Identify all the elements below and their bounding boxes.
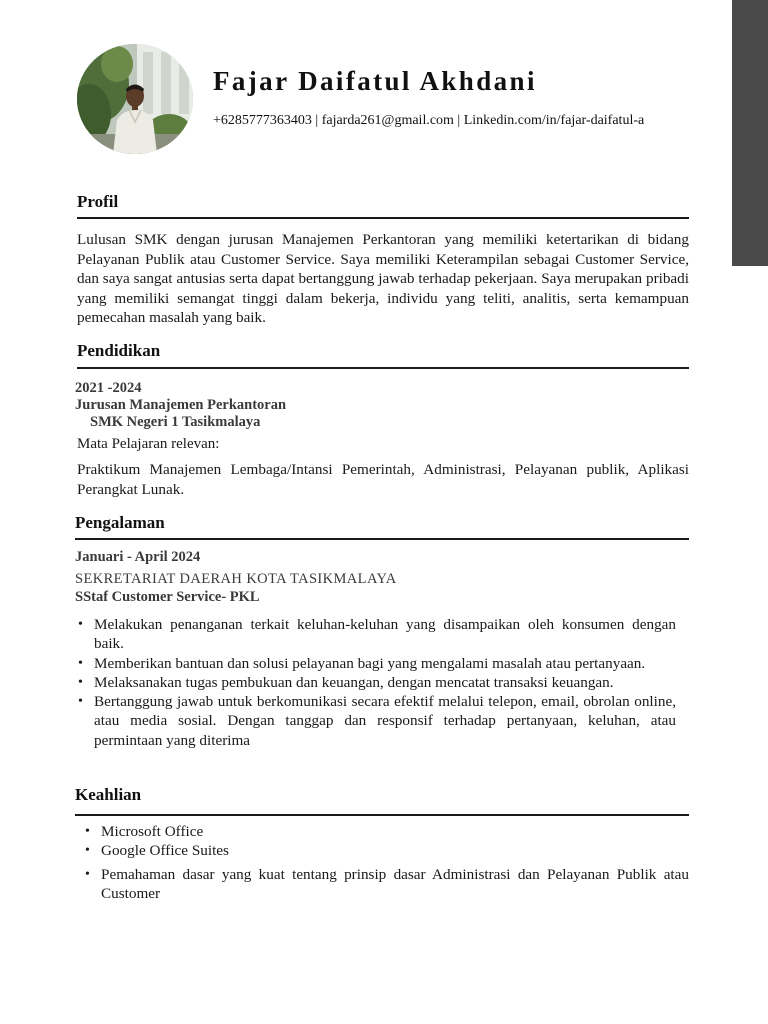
education-subjects-label: Mata Pelajaran relevan: (77, 436, 220, 452)
list-item: • Melakukan penanganan terkait keluhan-keluhan yang disampaikan oleh konsumen dengan baik. (76, 615, 676, 654)
section-divider (75, 538, 689, 540)
section-title-profil: Profil (77, 192, 119, 211)
list-item: • Google Office Suites (83, 841, 689, 860)
profile-photo (77, 44, 193, 154)
section-title-pendidikan: Pendidikan (77, 341, 161, 360)
education-period: 2021 -2024 (75, 380, 142, 396)
list-item: • Bertanggung jawab untuk berkomunikasi secara efektif melalui telepon, email, obrolan online, atau media sosial. Dengan tanggap dan responsif terhadap pertanyaan, keluhan, atau permintaan yang diterima (76, 692, 676, 750)
page-side-strip (732, 0, 768, 266)
section-divider (77, 367, 689, 369)
section-divider (77, 217, 689, 219)
contact-info: +6285777363403 | fajarda261@gmail.com | Linkedin.com/in/fajar-daifatul-a (213, 113, 645, 128)
profil-text: Lulusan SMK dengan jurusan Manajemen Perkantoran yang memiliki ketertarikan di bidang Pelayanan Publik atau Customer Service. Saya memiliki Keterampilan sebagai Customer Service, dan saya sangat antusias serta dapat bertanggung jawab terhadap pekerjaan. Saya merupakan pribadi yang memiliki semangat tinggi dalam bekerja, individu yang teliti, analitis, serta kemampuan pemecahan masalah yang baik. (77, 231, 689, 326)
skills-list (83, 822, 689, 903)
experience-role: SStaf Customer Service- PKL (75, 589, 260, 605)
experience-list (76, 615, 676, 750)
experience-period: Januari - April 2024 (75, 549, 201, 565)
education-major: Jurusan Manajemen Perkantoran (75, 397, 287, 413)
section-title-pengalaman: Pengalaman (75, 513, 165, 532)
experience-organization: SEKRETARIAT DAERAH KOTA TASIKMALAYA (75, 571, 397, 587)
section-divider (75, 814, 689, 816)
full-name: Fajar Daifatul Akhdani (213, 66, 537, 96)
list-item: • Microsoft Office (83, 822, 689, 841)
list-item: • Memberikan bantuan dan solusi pelayanan bagi yang mengalami masalah atau pertanyaan. (76, 654, 676, 673)
section-title-keahlian: Keahlian (75, 785, 142, 804)
list-item: • Melaksanakan tugas pembukuan dan keuangan, dengan mencatat transaksi keuangan. (76, 673, 676, 692)
profile-photo-image (77, 44, 193, 154)
education-subjects: Praktikum Manajemen Lembaga/Intansi Pemerintah, Administrasi, Pelayanan publik, Aplikasi Perangkat Lunak. (77, 461, 689, 498)
resume-header (77, 44, 697, 156)
education-school: SMK Negeri 1 Tasikmalaya (90, 414, 261, 430)
list-item: • Pemahaman dasar yang kuat tentang prinsip dasar Administrasi dan Pelayanan Publik atau Customer (83, 865, 689, 904)
